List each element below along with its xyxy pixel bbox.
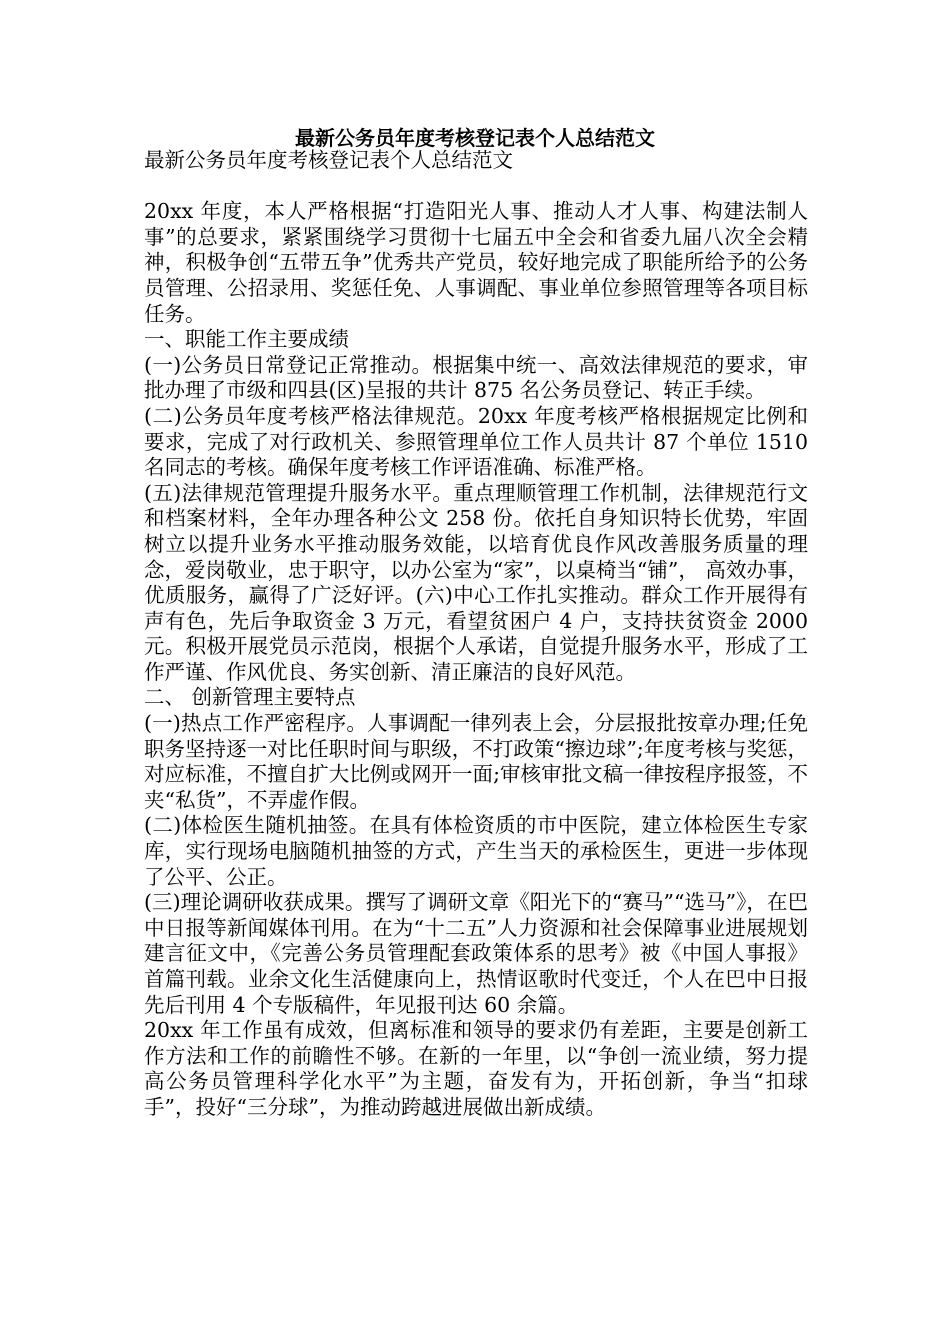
section-heading-1: 一、职能工作主要成绩 [144,327,349,352]
subtitle-paragraph: 最新公务员年度考核登记表个人总结范文 [144,148,513,172]
paragraph-1-5: (五)法律规范管理提升服务水平。重点理顺管理工作机制，法律规范行文和档案材料，全年办理各种公文 258 份。依托自身知识特长优势，牢固树立以提升业务水平推动服务效能，以培育优良作风改善服务质量的理念，爱岗敬业，忠于职守，以办公室为“家”，以桌椅当“铺”， 高效办事，优质服务，赢得了广泛好评。(六)中心工作扎实推动。群众工作开展得有声有色，先后争取资金 3 万元，看望贫困户 4 户，支持扶贫资金 2000 元。积极开展党员示范岗，根据个人承诺，自觉提升服务水平，形成了工作严谨、作风优良、务实创新、清正廉洁的良好风范。 [144,480,808,684]
document-body [144,148,808,1121]
section-heading-2: 二、 创新管理主要特点 [144,685,356,710]
paragraph-1-2: (二)公务员年度考核严格法律规范。20xx 年度考核严格根据规定比例和要求，完成了对行政机关、参照管理单位工作人员共计 87 个单位 1510 名同志的考核。确保年度考核工作评语准确、标准严格。 [144,403,808,480]
blank-line [144,174,808,200]
intro-paragraph: 20xx 年度，本人严格根据“打造阳光人事、推动人才人事、构建法制人事”的总要求，紧紧围绕学习贯彻十七届五中全会和省委九届八次全会精神，积极争创“五带五争”优秀共产党员，较好地完成了职能所给予的公务员管理、公招录用、奖惩任免、人事调配、事业单位参照管理等各项目标任务。 [144,199,808,326]
document-title: 最新公务员年度考核登记表个人总结范文 [295,126,655,150]
paragraph-2-3: (三)理论调研收获成果。撰写了调研文章《阳光下的“赛马”“选马”》，在巴中日报等新闻媒体刊用。在为“十二五”人力资源和社会保障事业进展规划建言征文中，《完善公务员管理配套政策体系的思考》被《中国人事报》首篇刊载。业余文化生活健康向上，热情讴歌时代变迁，个人在巴中日报先后刊用 4 个专版稿件，年见报刊达 60 余篇。 [144,890,808,1017]
closing-paragraph: 20xx 年工作虽有成效，但离标准和领导的要求仍有差距，主要是创新工作方法和工作的前瞻性不够。在新的一年里，以“争创一流业绩，努力提高公务员管理科学化水平”为主题，奋发有为，开拓创新，争当“扣球手”，投好“三分球”，为推动跨越进展做出新成绩。 [144,1018,808,1119]
paragraph-2-2: (二)体检医生随机抽签。在具有体检资质的市中医院，建立体检医生专家库，实行现场电脑随机抽签的方式，产生当天的承检医生，更进一步体现了公平、公正。 [144,813,808,889]
paragraph-1-1: (一)公务员日常登记正常推动。根据集中统一、高效法律规范的要求，审批办理了市级和四县(区)呈报的共计 875 名公务员登记、转正手续。 [144,352,808,403]
paragraph-2-1: (一)热点工作严密程序。人事调配一律列表上会，分层报批按章办理;任免职务坚持逐一对比任职时间与职级，不打政策“擦边球”;年度考核与奖惩，对应标准，不擅自扩大比例或网开一面;审核审批文稿一律按程序报签，不夹“私货”，不弄虚作假。 [144,711,808,812]
